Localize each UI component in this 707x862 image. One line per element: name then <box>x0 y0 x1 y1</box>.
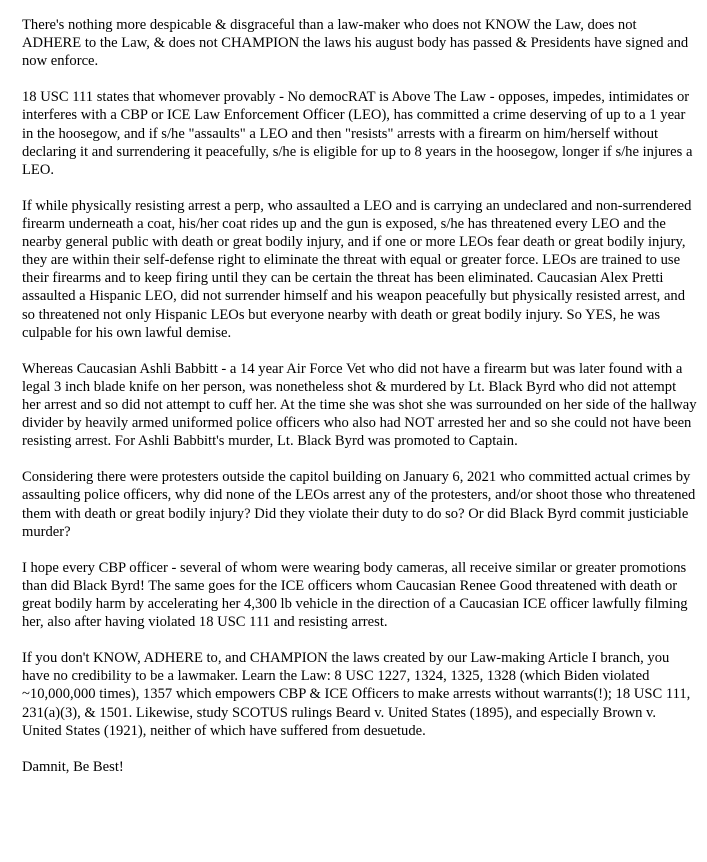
paragraph-cbp-officers: I hope every CBP officer - several of whom were wearing body cameras, all receive similar or greater promotions than did Black Byrd! The same goes for the ICE officers whom Caucasian Renee Good threatened with death or great bodily harm by accelerating her 4,300 lb vehicle in the direction of a Caucasian ICE officer lawfully filming her, also after having violated 18 USC 111 and resisting arrest. <box>22 559 688 631</box>
paragraph-january-6: Considering there were protesters outside the capitol building on January 6, 2021 who committed actual crimes by assaulting police officers, why did none of the LEOs arrest any of the protesters, and/or shoot those who threatened them with death or great bodily injury? Did they violate their duty to do so? Or did Black Byrd commit justiciable murder? <box>22 469 696 540</box>
paragraph-18-usc-111: 18 USC 111 states that whomever provably - No democRAT is Above The Law - opposes, impedes, intimidates or interferes with a CBP or ICE Law Enforcement Officer (LEO), has committed a crime deserving of up to a 1 year in the hoosegow, and if s/he "assaults" a LEO and then "resists" arrests with a firearm on him/herself without declaring it and surrendering it peacefully, s/he is eligible for up to 8 years in the hoosegow, longer if s/he injures a LEO. <box>22 89 693 178</box>
paragraph-closing: Damnit, Be Best! <box>22 758 124 775</box>
document-body <box>22 16 698 776</box>
paragraph-intro: There's nothing more despicable & disgraceful than a law-maker who does not KNOW the Law, does not ADHERE to the Law, & does not CHAMPION the laws his august body has passed & Presidents have signed and now enforce. <box>22 17 689 70</box>
paragraph-learn-the-law: If you don't KNOW, ADHERE to, and CHAMPION the laws created by our Law-making Article I branch, you have no credibility to be a lawmaker. Learn the Law: 8 USC 1227, 1324, 1325, 1328 (which Biden violated ~10,000,000 times), 1357 which empowers CBP & ICE Officers to make arrests without warrants(!); 18 USC 111, 231(a)(3), & 1501. Likewise, study SCOTUS rulings Beard v. United States (1895), and especially Brown v. United States (1921), neither of which have suffered from desuetude. <box>22 650 691 739</box>
paragraph-resisting-arrest: If while physically resisting arrest a perp, who assaulted a LEO and is carrying an undeclared and non-surrendered firearm underneath a coat, his/her coat rides up and the gun is exposed, s/he has threatened every LEO and the nearby general public with death or great bodily injury, and if one or more LEOs fear death or great bodily injury, they are within their self-defense right to eliminate the threat with equal or greater force. LEOs are trained to use their firearms and to keep firing until they can be certain the threat has been eliminated. Caucasian Alex Pretti assaulted a Hispanic LEO, did not surrender himself and his weapon peacefully but physically resisted arrest, and so threatened not only Hispanic LEOs but everyone nearby with death or great bodily injury. So YES, he was culpable for his own lawful demise. <box>22 197 692 341</box>
paragraph-ashli-babbitt: Whereas Caucasian Ashli Babbitt - a 14 year Air Force Vet who did not have a firearm but was later found with a legal 3 inch blade knife on her person, was nonetheless shot & murdered by Lt. Black Byrd who did not attempt her arrest and so did not attempt to cuff her. At the time she was shot she was surrounded on her side of the hallway divider by heavily armed uniformed police officers who also had NOT arrested her and so she could not have been resisting arrest. For Ashli Babbitt's murder, Lt. Black Byrd was promoted to Captain. <box>22 360 697 450</box>
